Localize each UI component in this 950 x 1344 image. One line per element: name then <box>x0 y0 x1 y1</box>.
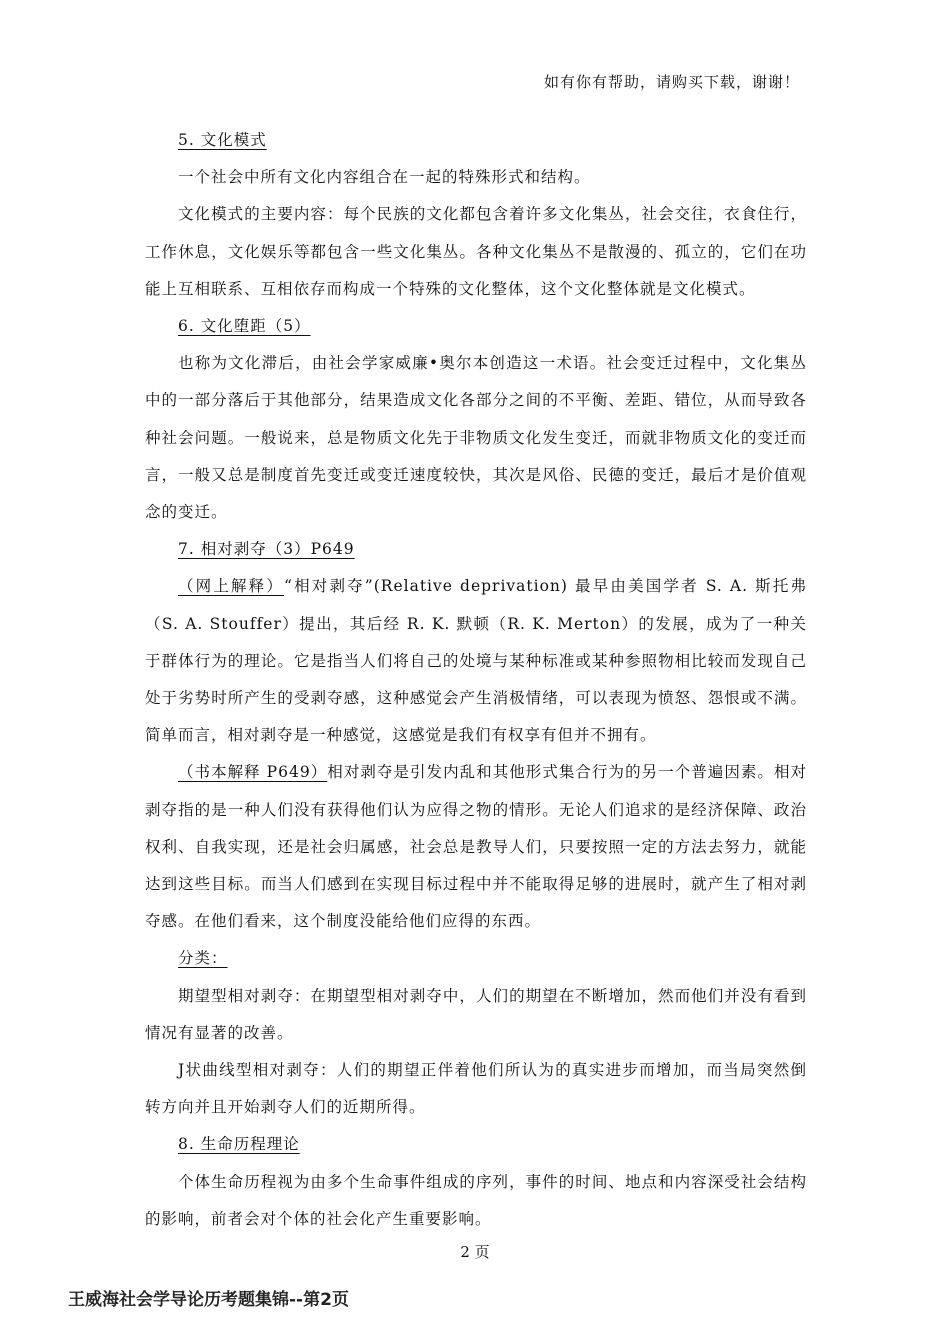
online-explanation-label: （网上解释） <box>178 577 285 596</box>
section-5-definition: 一个社会中所有文化内容组合在一起的特殊形式和结构。 <box>178 168 591 187</box>
section-5-heading: 5. 文化模式 <box>178 131 267 149</box>
book-explanation-text: 相对剥夺是引发内乱和其他形式集合行为的另一个普遍因素。相对剥夺指的是一种人们没有获得他们认为应得之物的情形。无论人们追求的是经济保障、政治权利、自我实现，还是社会归属感，社会总是教导人们，只要按照一定的方法去努力，就能达到这些目标。而当人们感到在实现目标过程中并不能取得足够的进展时，就产生了相对剥夺感。在他们看来，这个制度没能给他们应得的东西。 <box>145 763 807 931</box>
section-7-heading: 7. 相对剥夺（3）P649 <box>178 540 355 559</box>
header-note: 如有你有帮助，请购买下载，谢谢！ <box>543 73 800 91</box>
section-8-content: 个体生命历程视为由多个生命事件组成的序列，事件的时间、地点和内容深受社会结构的影响，前者会对个体的社会化产生重要影响。 <box>145 1172 807 1228</box>
book-explanation-label: （书本解释 P649） <box>178 763 328 782</box>
section-7-online-explanation <box>145 568 807 754</box>
section-5-content: 文化模式的主要内容：每个民族的文化都包含着许多文化集丛，社会交往，衣食住行，工作休息，文化娱乐等都包含一些文化集丛。各种文化集丛不是散漫的、孤立的，它们在功能上互相联系、互相依存而构成一个特殊的文化整体，这个文化整体就是文化模式。 <box>145 205 807 298</box>
section-6-content: 也称为文化滞后，由社会学家威廉•奥尔本创造这一术语。社会变迁过程中，文化集丛中的一部分落后于其他部分，结果造成文化各部分之间的不平衡、差距、错位，从而导致各种社会问题。一般说来，总是物质文化先于非物质文化发生变迁，而就非物质文化的变迁而言，一般又总是制度首先变迁或变迁速度较快，其次是风俗、民德的变迁，最后才是价值观念的变迁。 <box>145 354 807 522</box>
online-explanation-text: “相对剥夺”(Relative deprivation) 最早由美国学者 S. A. 斯托弗（S. A. Stouffer）提出，其后经 R. K. 默顿（R. K. Merton）的发展，成为了一种关于群体行为的理论。它是指当人们将自己的处境与某种标准或某种参照物相比较而发现自己处于劣势时所产生的受剥夺感，这种感觉会产生消极情绪，可以表现为愤怒、怨恨或不满。简单而言，相对剥夺是一种感觉，这感觉是我们有权享有但并不拥有。 <box>145 577 807 745</box>
page-content <box>145 122 807 1238</box>
classification-item-1: 期望型相对剥夺：在期望型相对剥夺中，人们的期望在不断增加，然而他们并没有看到情况有显著的改善。 <box>145 986 807 1042</box>
section-8-heading: 8. 生命历程理论 <box>178 1135 300 1154</box>
section-7-book-explanation <box>145 754 807 940</box>
section-6-heading: 6. 文化堕距（5） <box>178 317 311 336</box>
footer-title: 王威海社会学导论历考题集锦--第2页 <box>68 1290 349 1310</box>
page-number: 2 页 <box>460 1243 490 1261</box>
classification-heading: 分类： <box>178 949 228 968</box>
classification-item-2: J状曲线型相对剥夺：人们的期望正伴着他们所认为的真实进步而增加，而当局突然倒转方向并且开始剥夺人们的近期所得。 <box>145 1061 807 1117</box>
